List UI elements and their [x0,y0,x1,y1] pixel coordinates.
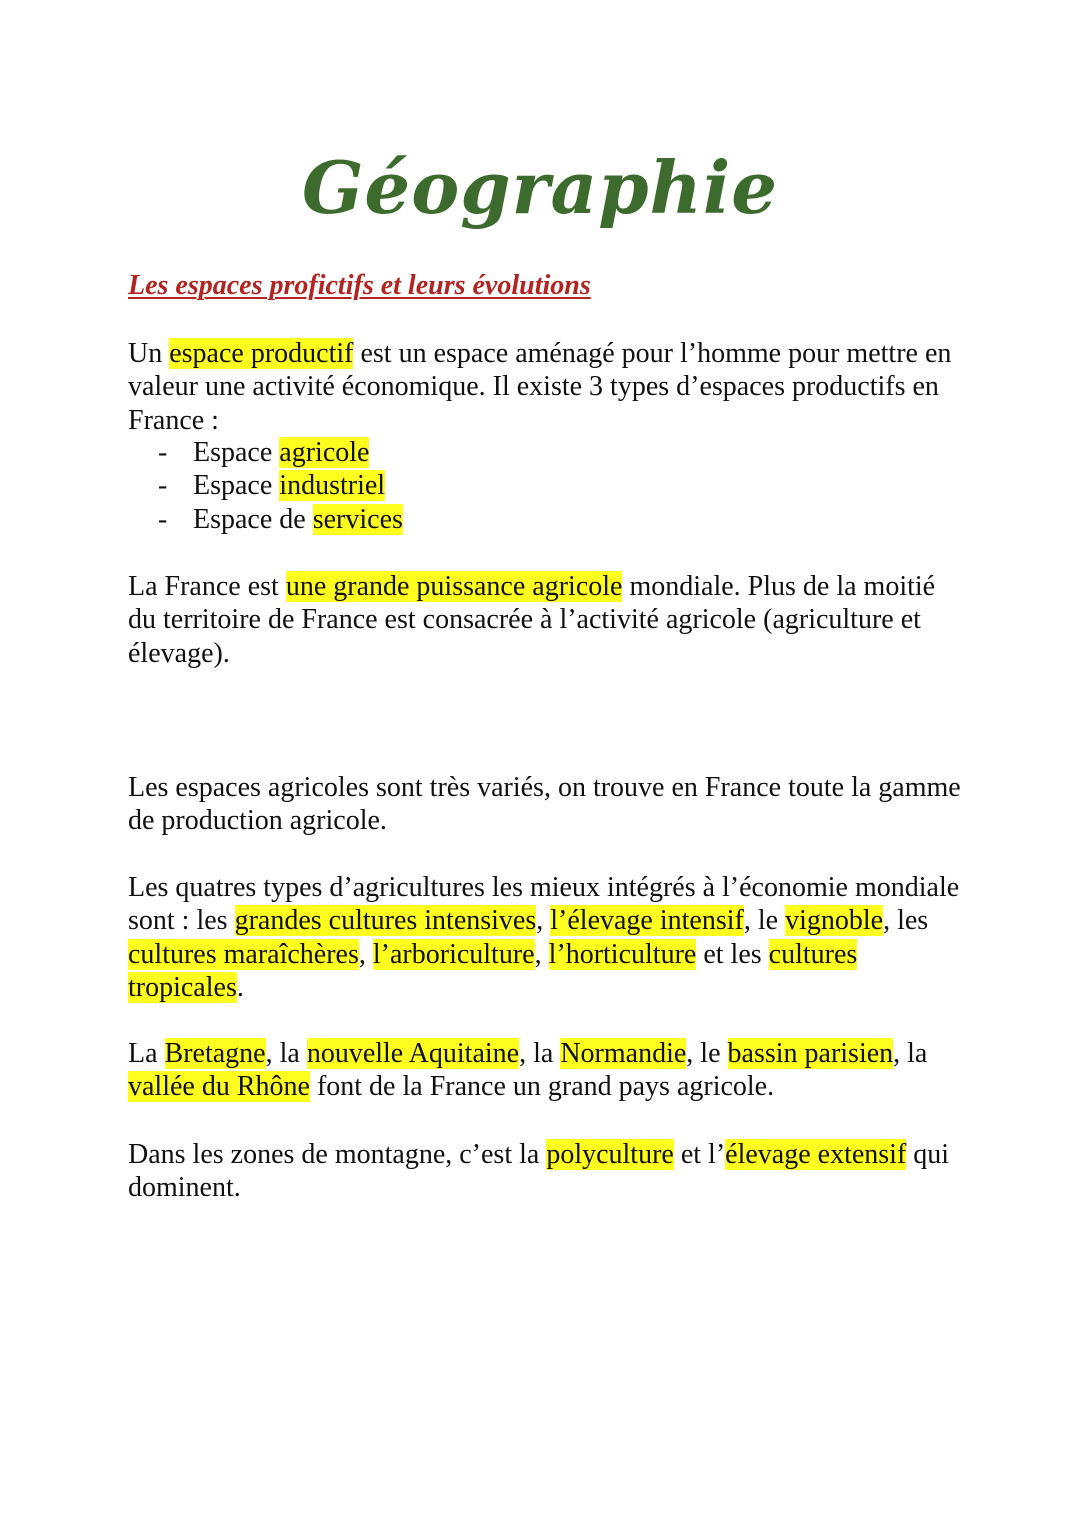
list-dash: - [158,437,168,468]
text-run: , le [686,1038,728,1069]
paragraph-espace-productif [128,337,968,437]
text-run: Espace [193,437,280,468]
list-item [128,436,403,469]
text-run: font de la France un grand pays agricole. [309,1071,775,1103]
text-run: Dans les zones de montagne, c’est la [128,1139,547,1170]
highlighted-term: Bretagne [164,1038,266,1069]
section-heading: Les espaces profictifs et leurs évolutions [128,270,591,301]
text-run: . [236,972,244,1004]
text-run: mondiale. Plus de la moitié du territoire de France est consacrée à l’activité agricole (agriculture et élevage). [128,571,936,669]
text-run: et l’ [673,1139,726,1170]
highlighted-term: l’horticulture [548,938,697,970]
highlighted-term: une grande puissance agricole [285,571,623,602]
highlighted-term: l’élevage intensif [550,905,744,937]
text-run: , [358,938,373,970]
text-run: , les [883,905,929,937]
text-run: Les quatres types d’agricultures les mieux intégrés à l’économie mondiale sont : les [128,872,960,937]
text-run: Espace [193,470,280,502]
text-run: Les espaces agricoles sont très variés, on trouve en France toute la gamme de production agricole. [128,772,961,837]
highlighted-term: vallée du Rhône [128,1071,310,1103]
text-run: , la [265,1038,307,1069]
highlighted-term: espace productif [169,338,354,369]
list-item [128,469,403,502]
text-run: , [536,905,551,937]
highlighted-term: polyculture [546,1139,674,1170]
paragraph-zones-montagne [128,1138,968,1205]
highlighted-term: agricole [279,437,370,468]
text-run: qui dominent. [128,1139,950,1204]
text-run: est un espace aménagé pour l’homme pour mettre en valeur une activité économique. Il existe 3 types d’espaces productifs en France : [128,338,952,436]
text-run: La [128,1038,165,1069]
highlighted-term: cultures maraîchères [128,938,359,970]
text-run: , la [893,1038,928,1069]
list-dash: - [158,470,168,502]
highlighted-term: vignoble [785,905,884,937]
text-run: et les [696,938,769,970]
text-run: Espace de [193,503,313,535]
paragraph-espaces-varies [128,771,968,838]
productive-space-types-list [128,436,403,536]
highlighted-term: l’arboriculture [372,938,535,970]
text-run: Un [128,338,170,369]
text-run: , le [743,905,786,937]
highlighted-term: élevage extensif [725,1139,907,1170]
text-run: , la [519,1038,561,1069]
list-dash: - [158,503,168,535]
paragraph-regions-agricoles [128,1037,968,1104]
highlighted-term: services [312,503,403,535]
text-run: La France est [128,571,286,602]
page-title: Géographie [301,145,779,230]
text-run: , [534,938,549,970]
highlighted-term: Normandie [560,1038,687,1069]
highlighted-term: cultures tropicales [128,938,858,1004]
highlighted-term: nouvelle Aquitaine [306,1038,520,1069]
highlighted-term: industriel [279,470,386,502]
list-item [128,503,403,536]
highlighted-term: bassin parisien [727,1038,894,1069]
paragraph-puissance-agricole [128,570,968,670]
highlighted-term: grandes cultures intensives [234,905,537,937]
paragraph-types-agricultures [128,871,968,1005]
